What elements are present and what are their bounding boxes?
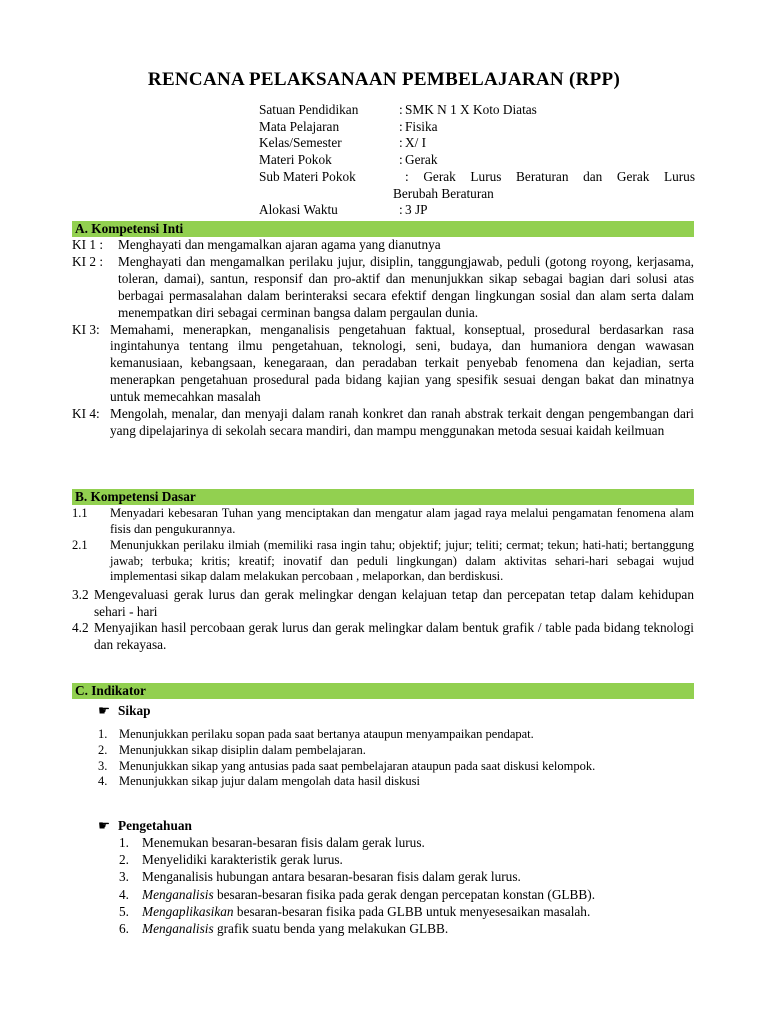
sikap-title: Sikap xyxy=(118,703,151,718)
kd-text: Menunjukkan perilaku ilmiah (memiliki rasa ingin tahu; objektif; jujur; teliti; cermat; tekun; hati-hati; bertanggung jawab; terbuka; kritis; kreatif; inovatif dan peduli lingkungan) dalam aktivitas sehari-hari sebagai wujud implementasi sikap dalam melakukan percobaan , melaporkan, dan berdiskusi. xyxy=(110,538,694,584)
list-item xyxy=(119,835,699,852)
list-number: 2. xyxy=(98,742,108,757)
meta-value: X/ I xyxy=(405,135,427,151)
list-text: Menemukan besaran-besaran fisis dalam gerak lurus. xyxy=(142,835,425,850)
ki-text: Menghayati dan mengamalkan ajaran agama yang dianutnya xyxy=(118,237,441,252)
meta-value-text: Gerak Lurus Beraturan dan Gerak Lurus xyxy=(423,168,696,184)
identity-table xyxy=(259,102,695,219)
list-emphasis: Mengaplikasikan xyxy=(142,903,234,919)
kompetensi-inti-list xyxy=(72,237,694,440)
list-item xyxy=(98,727,698,743)
meta-label: Alokasi Waktu xyxy=(259,202,338,218)
meta-value: Gerak xyxy=(405,152,438,168)
list-item xyxy=(119,887,699,904)
section-header-indikator: C. Indikator xyxy=(72,683,694,699)
ki-label: KI 1 : xyxy=(72,237,104,252)
meta-label: Sub Materi Pokok xyxy=(259,168,356,184)
list-text: Menunjukkan sikap yang antusias pada saat pembelajaran ataupun pada saat diskusi kelompok. xyxy=(119,758,596,773)
list-number: 1. xyxy=(98,727,108,741)
list-number: 3. xyxy=(119,869,129,885)
kd-text: Menyadari kebesaran Tuhan yang menciptakan dan mengatur alam jagad raya melalui pengamatan fenomena alam fisis dan pengukurannya. xyxy=(110,506,694,536)
pointing-hand-icon: ☛ xyxy=(98,818,110,833)
page-title: RENCANA PELAKSANAAN PEMBELAJARAN (RPP) xyxy=(147,69,621,90)
list-number: 3. xyxy=(98,758,108,773)
meta-row xyxy=(259,202,695,219)
meta-row xyxy=(259,119,695,136)
list-number: 4. xyxy=(119,886,129,902)
meta-separator: : xyxy=(399,118,403,134)
meta-separator: : xyxy=(399,202,403,218)
meta-label: Kelas/Semester xyxy=(259,135,342,151)
kd-text: Mengevaluasi gerak lurus dan gerak melingkar dengan kelajuan tetap dan percepatan tetap dalam kehidupan sehari - hari xyxy=(94,586,694,619)
kd-number: 1.1 xyxy=(72,506,88,520)
meta-separator: : xyxy=(399,152,403,168)
list-number: 4. xyxy=(98,774,108,789)
ki-item xyxy=(72,406,694,440)
kd-text: Menyajikan hasil percobaan gerak lurus dan gerak melingkar dalam bentuk grafik / table pada bidang teknologi dan rekayasa. xyxy=(94,620,694,652)
list-number: 6. xyxy=(119,920,129,936)
meta-row xyxy=(259,152,695,169)
list-text: Menunjukkan sikap jujur dalam mengolah data hasil diskusi xyxy=(119,774,420,789)
list-text: grafik suatu benda yang melakukan GLBB. xyxy=(213,920,449,936)
kd-item xyxy=(72,587,694,620)
list-text: Menunjukkan perilaku sopan pada saat bertanya ataupun menyampaikan pendapat. xyxy=(119,727,534,741)
meta-separator: : xyxy=(399,102,403,117)
meta-value: SMK N 1 X Koto Diatas xyxy=(405,102,537,117)
list-text: Menyelidiki karakteristik gerak lurus. xyxy=(142,852,343,868)
list-number: 1. xyxy=(119,835,129,850)
meta-label: Mata Pelajaran xyxy=(259,118,340,134)
list-item xyxy=(98,774,698,790)
list-text: besaran-besaran fisika pada gerak dengan percepatan konstan (GLBB). xyxy=(213,886,596,902)
meta-value: Fisika xyxy=(405,118,438,134)
kd-item xyxy=(72,620,694,653)
section-header-kompetensi-dasar: B. Kompetensi Dasar xyxy=(72,489,694,505)
ki-label: KI 3: xyxy=(72,321,100,337)
list-text: besaran-besaran fisika pada GLBB untuk menyesesaikan masalah. xyxy=(233,903,591,919)
kd-number: 4.2 xyxy=(72,620,89,636)
list-number: 2. xyxy=(119,852,129,868)
ki-item xyxy=(72,322,694,407)
indikator-sikap-heading xyxy=(98,703,151,719)
pengetahuan-title: Pengetahuan xyxy=(118,818,192,833)
list-text: Menganalisis hubungan antara besaran-besaran fisis dalam gerak lurus. xyxy=(142,869,521,885)
list-item xyxy=(119,904,699,921)
meta-value-sep: : xyxy=(405,168,409,184)
kd-item xyxy=(72,538,694,585)
list-item xyxy=(119,921,699,938)
kd-number: 3.2 xyxy=(72,586,89,602)
list-item xyxy=(119,852,699,869)
meta-row xyxy=(259,135,695,152)
list-item xyxy=(119,869,699,886)
indikator-pengetahuan-heading xyxy=(98,818,192,834)
meta-row xyxy=(259,102,695,119)
section-header-kompetensi-inti: A. Kompetensi Inti xyxy=(72,221,694,237)
sikap-list xyxy=(98,727,698,790)
list-emphasis: Menganalisis xyxy=(142,886,214,902)
ki-item xyxy=(72,237,694,254)
meta-value xyxy=(405,169,695,186)
pengetahuan-list xyxy=(119,835,699,938)
meta-value-continuation: Berubah Beraturan xyxy=(393,185,494,201)
list-item xyxy=(98,759,698,775)
ki-text: Memahami, menerapkan, menganalisis pengetahuan faktual, konseptual, prosedural berdasarkan rasa ingintahunya tentang ilmu pengetahuan, teknologi, seni, budaya, dan humaniora dengan wawasan kemanusiaan, kebangsaan, kenegaraan, dan peradaban terkait penyebab fenomena dan kejadian, serta menerapkan pengetahuan prosedural pada bidang kajian yang spesifik sesuai dengan bakat dan minatnya untuk memecahkan masalah xyxy=(110,321,694,405)
meta-label: Materi Pokok xyxy=(259,152,332,168)
kd-number: 2.1 xyxy=(72,538,88,553)
list-item xyxy=(98,743,698,759)
ki-label: KI 4: xyxy=(72,406,100,422)
list-number: 5. xyxy=(119,903,129,919)
meta-label: Satuan Pendidikan xyxy=(259,102,359,117)
ki-text: Mengolah, menalar, dan menyaji dalam ranah konkret dan ranah abstrak terkait dengan pengembangan dari yang dipelajarinya di sekolah secara mandiri, dan mampu menggunakan metoda sesuai kaidah keilmuan xyxy=(110,406,694,438)
meta-value: 3 JP xyxy=(405,202,428,218)
ki-label: KI 2 : xyxy=(72,253,104,269)
ki-item xyxy=(72,254,694,322)
list-text: Menunjukkan sikap disiplin dalam pembelajaran. xyxy=(119,742,366,757)
meta-separator: : xyxy=(399,135,403,151)
pointing-hand-icon: ☛ xyxy=(98,703,110,718)
kd-item xyxy=(72,506,694,537)
list-emphasis: Menganalisis xyxy=(142,920,214,936)
kompetensi-dasar-list xyxy=(72,506,694,653)
ki-text: Menghayati dan mengamalkan perilaku jujur, disiplin, tanggungjawab, peduli (gotong royong, kerjasama, toleran, damai), santun, responsif dan pro-aktif dan menunjukkan sikap sebagai bagian dari solusi atas berbagai permasalahan dalam berinteraksi secara efektif dengan lingkungan sosial dan alam serta dalam menempatkan diri sebagai cerminan bangsa dalam pergaulan dunia. xyxy=(118,253,694,320)
meta-row xyxy=(259,169,695,186)
